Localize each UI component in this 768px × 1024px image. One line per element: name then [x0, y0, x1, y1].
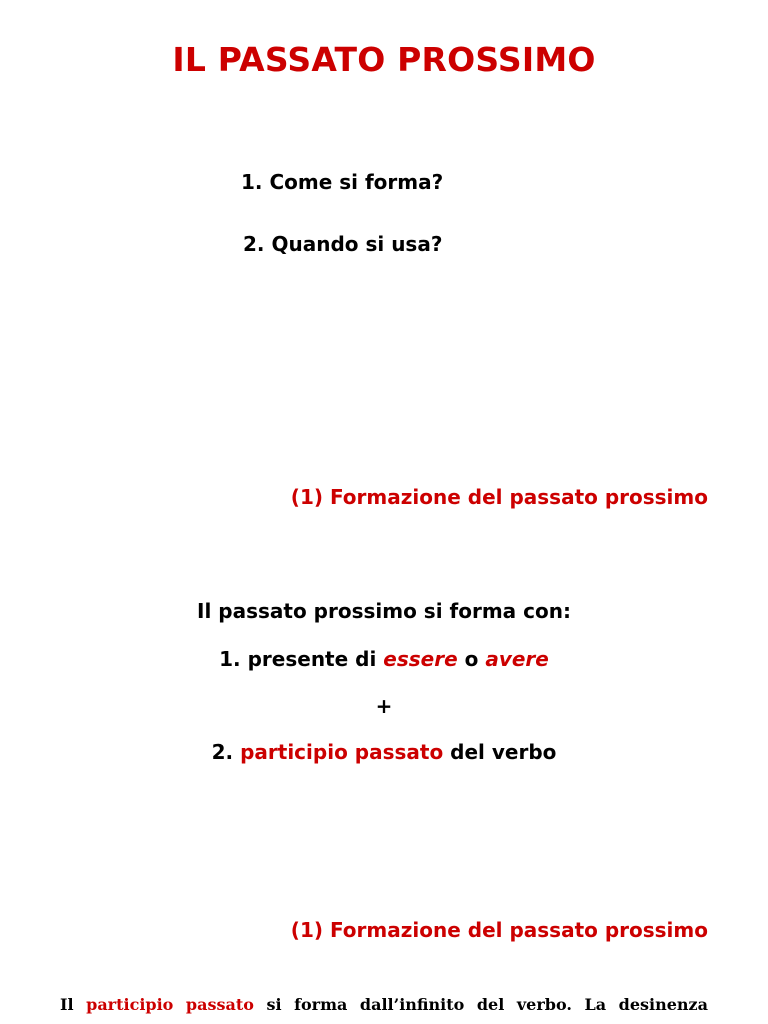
paragraph-prefix: Il — [60, 995, 87, 1014]
body-paragraph — [60, 993, 708, 1017]
plus-sign: + — [375, 694, 393, 718]
item-1-connector: o — [457, 647, 486, 671]
item-2-prefix: 2. — [211, 740, 241, 764]
formation-item-2 — [0, 740, 768, 764]
question-1: 1. Come si forma? — [241, 170, 444, 194]
question-2: 2. Quando si usa? — [243, 232, 443, 256]
formation-item-1 — [0, 647, 768, 671]
formation-intro: Il passato prossimo si forma con: — [197, 599, 571, 623]
essere-term: essere — [383, 647, 458, 671]
section-heading-formation-2: (1) Formazione del passato prossimo — [290, 918, 708, 942]
paragraph-suffix: si forma dall’infinito del verbo. La desinenza — [253, 995, 708, 1014]
participio-passato-term: participio passato — [240, 740, 444, 764]
item-1-prefix: 1. presente di — [219, 647, 384, 671]
section-heading-formation: (1) Formazione del passato prossimo — [290, 485, 708, 509]
page-title: IL PASSATO PROSSIMO — [172, 40, 596, 79]
item-2-suffix: del verbo — [443, 740, 557, 764]
avere-term: avere — [485, 647, 549, 671]
paragraph-participio-term: participio passato — [86, 995, 254, 1014]
